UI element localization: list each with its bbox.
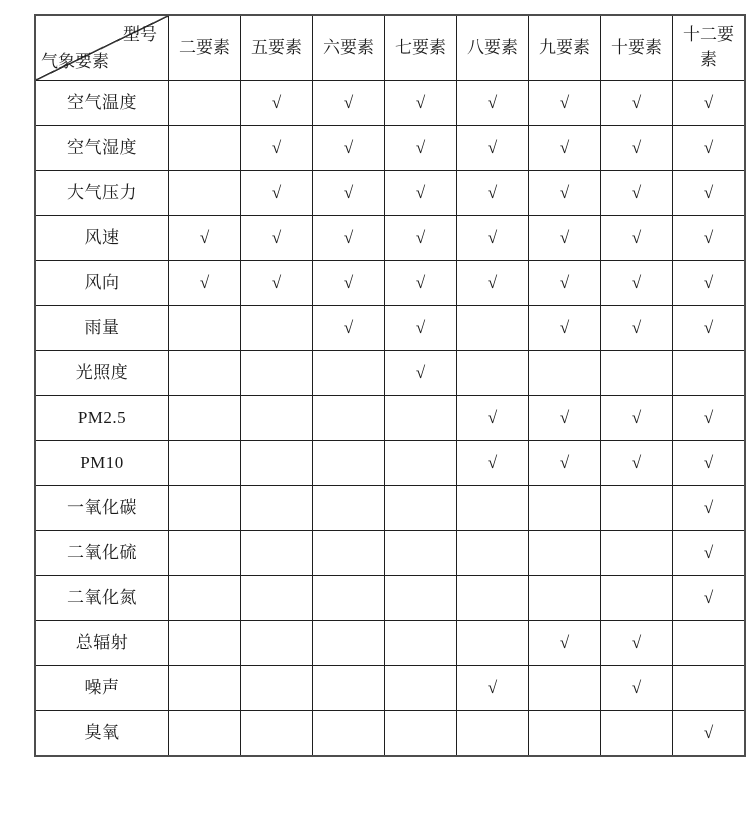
check-mark: √ — [487, 272, 498, 292]
check-cell-empty — [313, 396, 385, 441]
check-cell-empty — [529, 576, 601, 621]
check-cell-checked — [385, 261, 457, 306]
check-mark: √ — [631, 227, 642, 247]
row-label-cell: 二氧化硫 — [35, 531, 169, 576]
check-cell-empty — [457, 486, 529, 531]
check-cell-checked — [529, 126, 601, 171]
row-label-cell: 空气温度 — [35, 81, 169, 126]
check-cell-empty — [241, 351, 313, 396]
check-cell-empty — [313, 531, 385, 576]
check-cell-empty — [241, 396, 313, 441]
check-cell-empty — [169, 81, 241, 126]
check-mark: √ — [559, 407, 570, 427]
check-cell-empty — [241, 711, 313, 757]
check-cell-checked — [385, 351, 457, 396]
check-cell-checked — [529, 306, 601, 351]
check-cell-checked — [241, 261, 313, 306]
check-cell-checked — [457, 666, 529, 711]
check-mark: √ — [703, 182, 714, 202]
table-row — [35, 441, 745, 486]
check-cell-empty — [169, 306, 241, 351]
check-cell-empty — [385, 531, 457, 576]
row-label-cell: 光照度 — [35, 351, 169, 396]
check-mark: √ — [415, 272, 426, 292]
check-cell-empty — [241, 441, 313, 486]
check-cell-empty — [313, 621, 385, 666]
check-mark: √ — [271, 92, 282, 112]
check-mark: √ — [703, 137, 714, 157]
check-cell-checked — [457, 441, 529, 486]
check-mark: √ — [631, 272, 642, 292]
check-mark: √ — [343, 272, 354, 292]
column-header: 五要素 — [241, 15, 313, 81]
check-mark: √ — [487, 677, 498, 697]
check-cell-empty — [169, 441, 241, 486]
check-mark: √ — [559, 227, 570, 247]
check-cell-empty — [241, 576, 313, 621]
check-cell-empty — [169, 126, 241, 171]
check-cell-empty — [313, 576, 385, 621]
table-row — [35, 216, 745, 261]
check-mark: √ — [487, 407, 498, 427]
check-cell-checked — [457, 261, 529, 306]
check-cell-empty — [385, 396, 457, 441]
table-row — [35, 486, 745, 531]
table-row — [35, 666, 745, 711]
check-mark: √ — [559, 272, 570, 292]
column-header: 八要素 — [457, 15, 529, 81]
check-cell-checked — [529, 621, 601, 666]
check-cell-empty — [241, 306, 313, 351]
table-row — [35, 711, 745, 757]
check-cell-empty — [169, 666, 241, 711]
check-cell-empty — [385, 486, 457, 531]
check-cell-checked — [601, 396, 673, 441]
check-mark: √ — [631, 137, 642, 157]
check-cell-checked — [169, 261, 241, 306]
check-mark: √ — [559, 92, 570, 112]
model-elements-spec-table — [34, 14, 746, 757]
check-cell-empty — [457, 711, 529, 757]
check-mark: √ — [559, 137, 570, 157]
check-mark: √ — [631, 317, 642, 337]
check-cell-empty — [241, 621, 313, 666]
table-row — [35, 81, 745, 126]
header-row — [35, 15, 745, 81]
check-mark: √ — [703, 227, 714, 247]
corner-label-model: 型号 — [123, 25, 157, 44]
corner-label-elements: 气象要素 — [41, 52, 109, 72]
check-cell-checked — [529, 441, 601, 486]
check-cell-checked — [601, 171, 673, 216]
row-label-cell: 大气压力 — [35, 171, 169, 216]
check-mark: √ — [703, 497, 714, 517]
table-body — [35, 81, 745, 757]
check-cell-empty — [457, 306, 529, 351]
check-cell-empty — [457, 351, 529, 396]
check-cell-checked — [601, 261, 673, 306]
check-cell-empty — [673, 666, 746, 711]
check-cell-empty — [169, 621, 241, 666]
table-row — [35, 261, 745, 306]
table-row — [35, 576, 745, 621]
check-cell-checked — [601, 216, 673, 261]
check-cell-empty — [457, 531, 529, 576]
row-label-cell: 总辐射 — [35, 621, 169, 666]
check-mark: √ — [415, 317, 426, 337]
check-cell-checked — [673, 396, 746, 441]
check-mark: √ — [343, 317, 354, 337]
check-mark: √ — [199, 272, 210, 292]
check-cell-empty — [169, 531, 241, 576]
row-label-cell: 一氧化碳 — [35, 486, 169, 531]
table-row — [35, 396, 745, 441]
check-mark: √ — [415, 92, 426, 112]
check-cell-empty — [529, 486, 601, 531]
check-cell-checked — [313, 81, 385, 126]
check-cell-checked — [385, 81, 457, 126]
check-cell-empty — [241, 666, 313, 711]
row-label-cell: 二氧化氮 — [35, 576, 169, 621]
check-mark: √ — [415, 227, 426, 247]
row-label-cell: PM2.5 — [35, 396, 169, 441]
row-label-cell: PM10 — [35, 441, 169, 486]
check-cell-checked — [529, 171, 601, 216]
check-mark: √ — [343, 182, 354, 202]
corner-header-cell — [35, 15, 169, 81]
check-mark: √ — [343, 137, 354, 157]
check-mark: √ — [271, 182, 282, 202]
check-mark: √ — [487, 182, 498, 202]
check-cell-empty — [529, 666, 601, 711]
check-cell-checked — [457, 216, 529, 261]
check-mark: √ — [703, 722, 714, 742]
check-cell-checked — [673, 261, 746, 306]
check-cell-empty — [241, 486, 313, 531]
table-row — [35, 171, 745, 216]
check-cell-empty — [169, 486, 241, 531]
check-cell-checked — [529, 81, 601, 126]
row-label-cell: 臭氧 — [35, 711, 169, 757]
check-cell-checked — [241, 216, 313, 261]
check-mark: √ — [559, 182, 570, 202]
check-cell-empty — [313, 711, 385, 757]
check-mark: √ — [631, 677, 642, 697]
check-cell-checked — [457, 81, 529, 126]
check-cell-empty — [385, 621, 457, 666]
check-cell-empty — [457, 576, 529, 621]
check-mark: √ — [343, 227, 354, 247]
check-cell-checked — [601, 306, 673, 351]
column-header: 十要素 — [601, 15, 673, 81]
check-cell-checked — [673, 576, 746, 621]
check-cell-checked — [241, 171, 313, 216]
check-cell-checked — [601, 81, 673, 126]
check-cell-checked — [385, 126, 457, 171]
table-row — [35, 126, 745, 171]
check-cell-checked — [529, 396, 601, 441]
check-cell-checked — [673, 171, 746, 216]
check-mark: √ — [631, 632, 642, 652]
check-cell-empty — [169, 711, 241, 757]
check-cell-empty — [313, 441, 385, 486]
check-mark: √ — [271, 137, 282, 157]
column-header: 六要素 — [313, 15, 385, 81]
check-cell-checked — [673, 531, 746, 576]
check-cell-checked — [169, 216, 241, 261]
check-cell-checked — [673, 306, 746, 351]
check-cell-empty — [601, 531, 673, 576]
check-cell-empty — [673, 351, 746, 396]
check-cell-checked — [241, 81, 313, 126]
check-cell-checked — [529, 216, 601, 261]
check-cell-checked — [313, 216, 385, 261]
check-cell-empty — [529, 711, 601, 757]
column-header: 九要素 — [529, 15, 601, 81]
check-mark: √ — [703, 452, 714, 472]
check-cell-empty — [601, 351, 673, 396]
check-cell-empty — [529, 531, 601, 576]
check-mark: √ — [271, 227, 282, 247]
check-cell-empty — [601, 711, 673, 757]
table-row — [35, 306, 745, 351]
row-label-cell: 雨量 — [35, 306, 169, 351]
check-cell-empty — [313, 486, 385, 531]
check-cell-checked — [385, 306, 457, 351]
check-cell-empty — [313, 351, 385, 396]
check-cell-checked — [457, 126, 529, 171]
row-label-cell: 风向 — [35, 261, 169, 306]
check-cell-checked — [673, 486, 746, 531]
check-mark: √ — [415, 137, 426, 157]
check-cell-empty — [601, 576, 673, 621]
column-header: 七要素 — [385, 15, 457, 81]
check-cell-empty — [457, 621, 529, 666]
check-cell-checked — [385, 171, 457, 216]
check-cell-checked — [673, 126, 746, 171]
row-label-cell: 风速 — [35, 216, 169, 261]
row-label-cell: 空气湿度 — [35, 126, 169, 171]
check-mark: √ — [487, 227, 498, 247]
check-cell-empty — [601, 486, 673, 531]
check-mark: √ — [559, 452, 570, 472]
check-cell-empty — [313, 666, 385, 711]
check-cell-empty — [673, 621, 746, 666]
check-mark: √ — [415, 182, 426, 202]
check-cell-checked — [601, 621, 673, 666]
check-cell-empty — [529, 351, 601, 396]
table-row — [35, 351, 745, 396]
check-cell-empty — [385, 441, 457, 486]
row-label-cell: 噪声 — [35, 666, 169, 711]
check-cell-empty — [385, 711, 457, 757]
check-mark: √ — [631, 92, 642, 112]
check-mark: √ — [631, 452, 642, 472]
check-mark: √ — [631, 182, 642, 202]
column-header: 十二要素 — [673, 15, 746, 81]
check-mark: √ — [271, 272, 282, 292]
check-mark: √ — [559, 317, 570, 337]
check-mark: √ — [415, 362, 426, 382]
check-cell-checked — [673, 81, 746, 126]
check-mark: √ — [199, 227, 210, 247]
check-mark: √ — [343, 92, 354, 112]
check-cell-checked — [529, 261, 601, 306]
check-cell-checked — [457, 396, 529, 441]
check-mark: √ — [487, 452, 498, 472]
check-mark: √ — [487, 92, 498, 112]
check-mark: √ — [631, 407, 642, 427]
check-cell-empty — [169, 576, 241, 621]
check-mark: √ — [487, 137, 498, 157]
check-cell-empty — [169, 171, 241, 216]
check-cell-checked — [457, 171, 529, 216]
check-mark: √ — [703, 272, 714, 292]
check-cell-checked — [601, 441, 673, 486]
check-mark: √ — [703, 317, 714, 337]
check-cell-empty — [385, 576, 457, 621]
check-mark: √ — [559, 632, 570, 652]
check-cell-checked — [313, 261, 385, 306]
check-cell-checked — [673, 711, 746, 757]
check-cell-checked — [601, 666, 673, 711]
check-cell-empty — [241, 531, 313, 576]
check-cell-checked — [601, 126, 673, 171]
check-mark: √ — [703, 92, 714, 112]
check-cell-checked — [241, 126, 313, 171]
check-cell-checked — [385, 216, 457, 261]
check-mark: √ — [703, 542, 714, 562]
check-cell-empty — [385, 666, 457, 711]
table-row — [35, 531, 745, 576]
check-cell-checked — [313, 126, 385, 171]
column-header: 二要素 — [169, 15, 241, 81]
check-cell-checked — [673, 441, 746, 486]
check-mark: √ — [703, 587, 714, 607]
check-cell-empty — [169, 396, 241, 441]
check-cell-empty — [169, 351, 241, 396]
check-cell-checked — [313, 306, 385, 351]
table-row — [35, 621, 745, 666]
check-mark: √ — [703, 407, 714, 427]
check-cell-checked — [673, 216, 746, 261]
check-cell-checked — [313, 171, 385, 216]
